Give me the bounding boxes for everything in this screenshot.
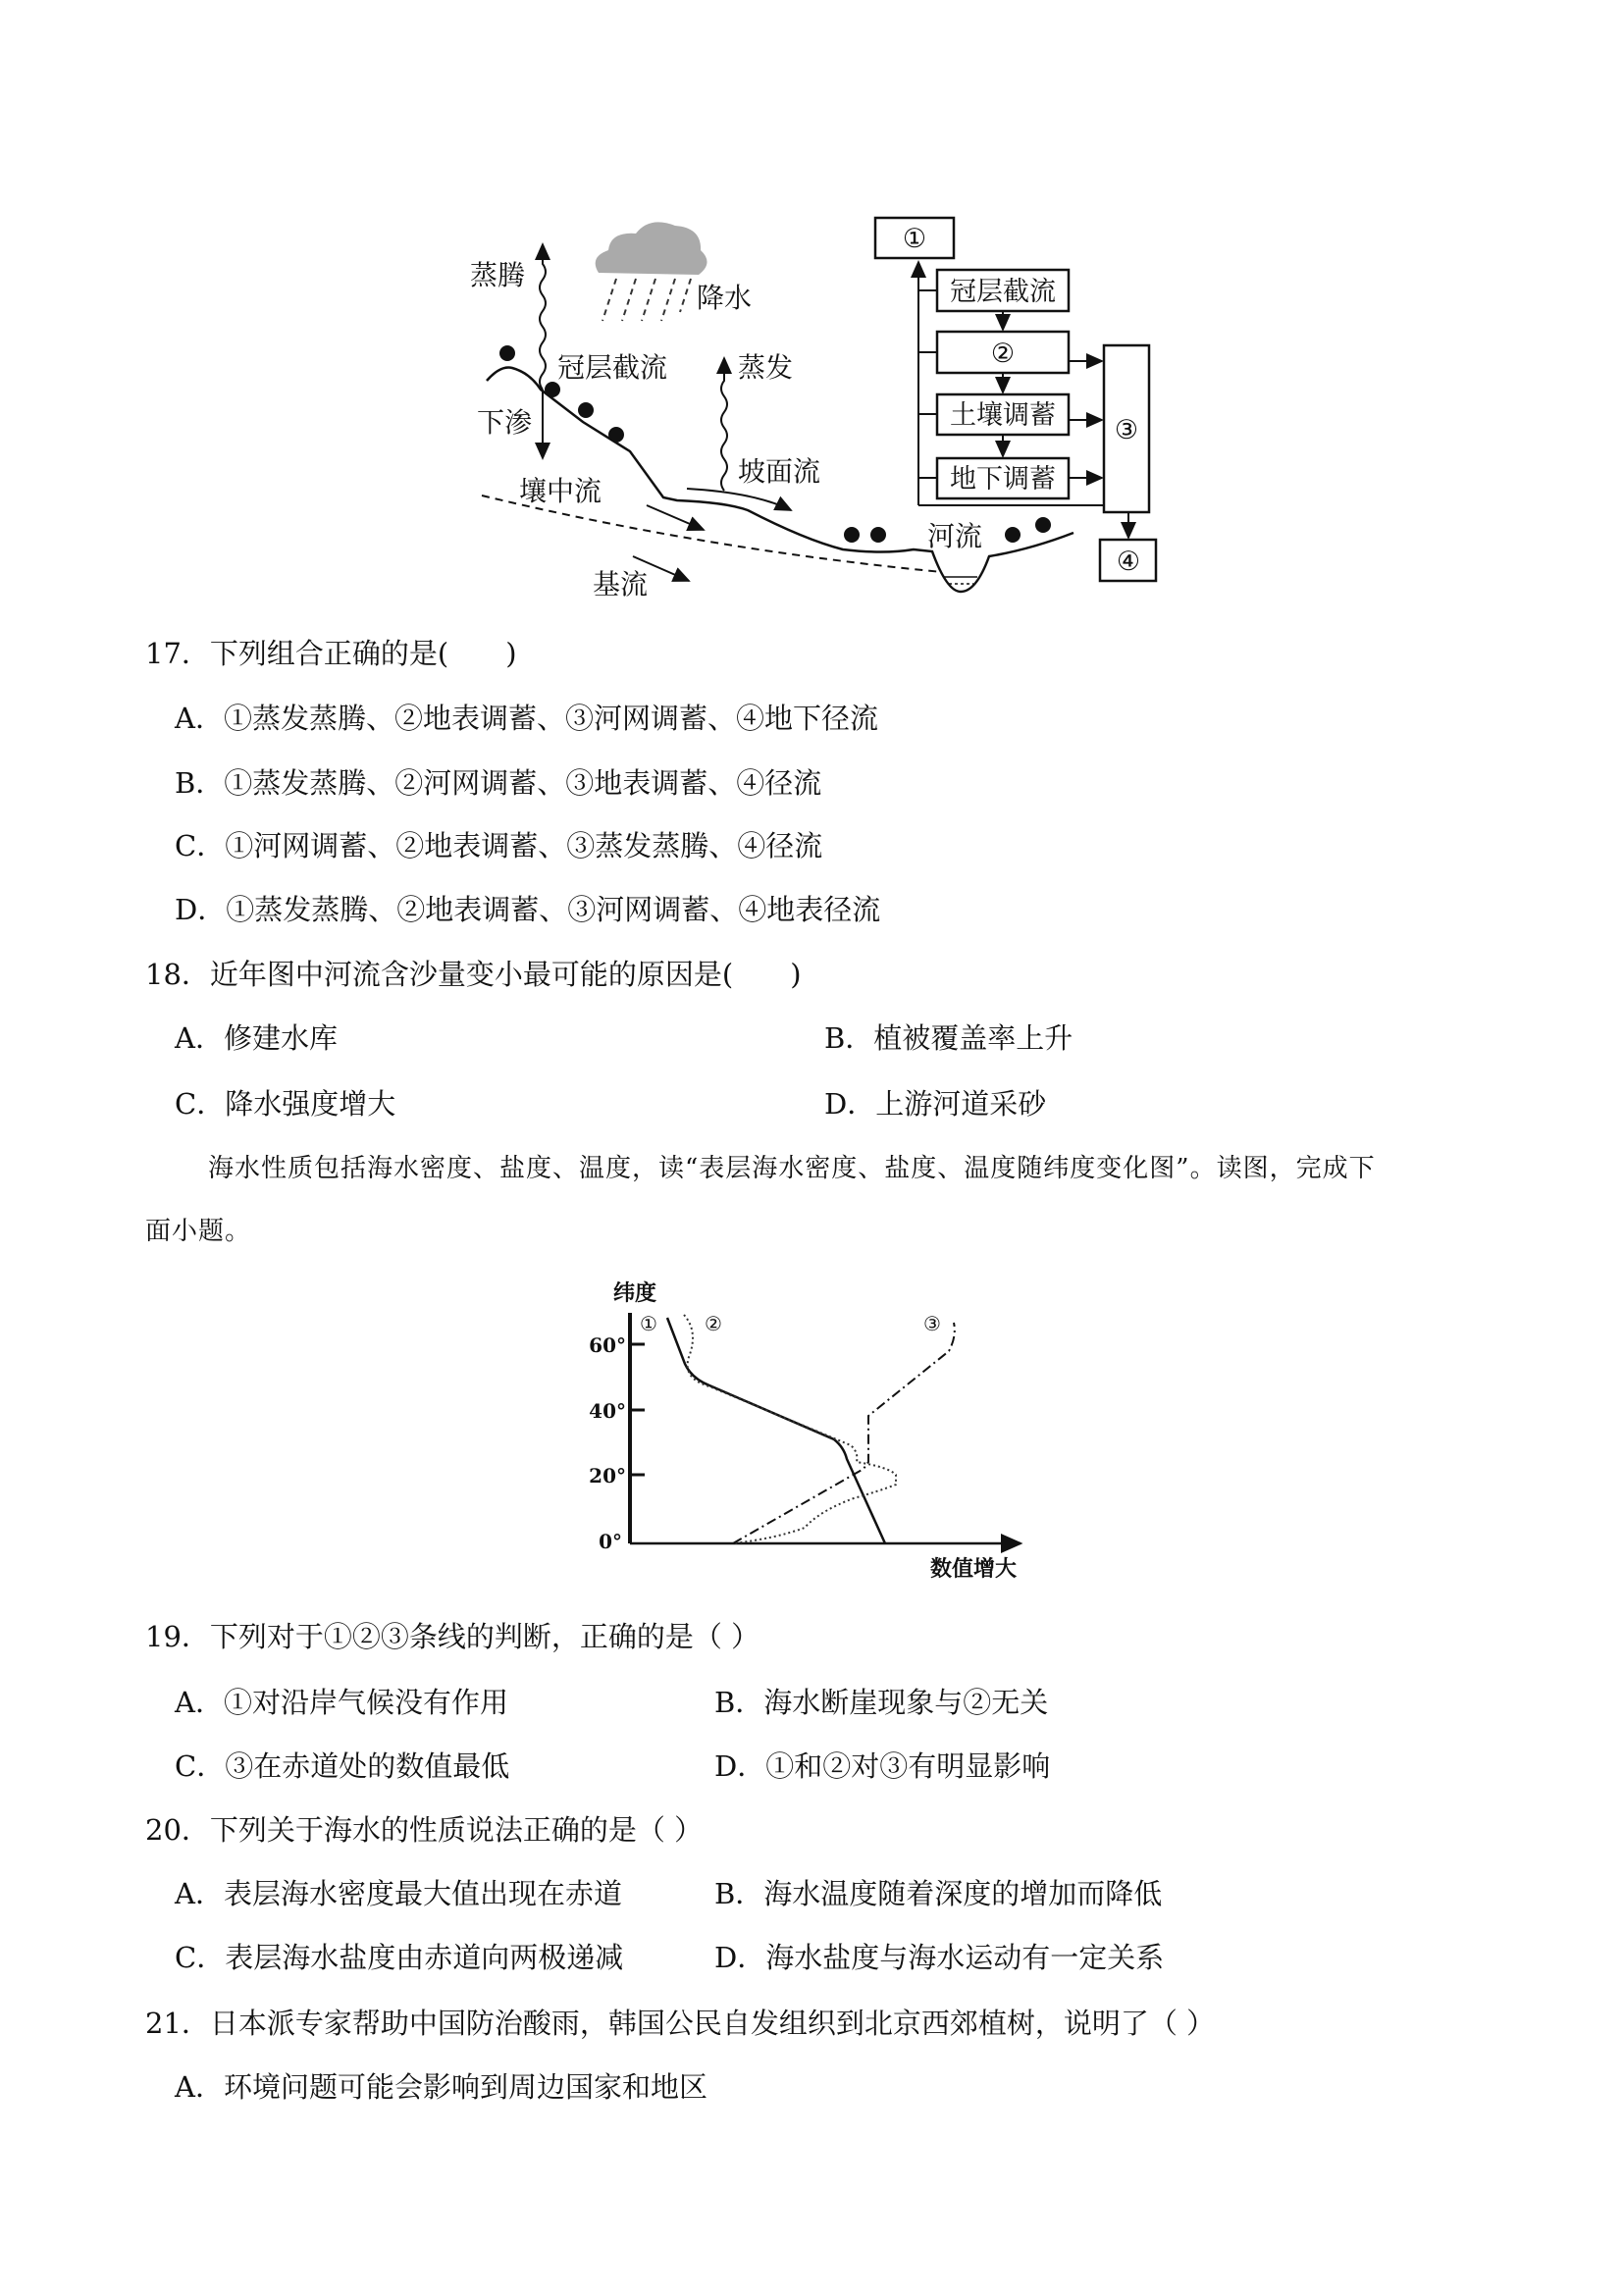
label-canopy: 冠层截流 bbox=[557, 351, 668, 384]
y-axis-label: 纬度 bbox=[613, 1280, 657, 1306]
box-2: ② bbox=[990, 339, 1016, 369]
q18-stem: 18．近年图中河流含沙量变小最可能的原因是( ) bbox=[145, 958, 802, 991]
q21-option-a: A．环境问题可能会影响到周边国家和地区 bbox=[175, 2070, 707, 2104]
q17-option-c: C．①河网调蓄、②地表调蓄、③蒸发蒸腾、④径流 bbox=[175, 829, 823, 862]
label-evaporation: 蒸发 bbox=[738, 351, 794, 384]
label-interflow: 壤中流 bbox=[519, 475, 602, 507]
label-transpiration: 蒸腾 bbox=[470, 259, 526, 291]
interflow-arrow bbox=[647, 505, 704, 530]
q20-option-a: A．表层海水密度最大值出现在赤道 bbox=[175, 1877, 622, 1910]
label-river: 河流 bbox=[927, 520, 983, 552]
q17-stem: 17．下列组合正确的是( ) bbox=[145, 637, 517, 670]
q20-option-b: B．海水温度随着深度的增加而降低 bbox=[714, 1877, 1163, 1910]
passage-line-2: 面小题。 bbox=[145, 1217, 252, 1246]
q17-option-d: D．①蒸发蒸腾、②地表调蓄、③河网调蓄、④地表径流 bbox=[175, 893, 881, 926]
label-slope-flow: 坡面流 bbox=[738, 455, 821, 488]
q20-option-d: D．海水盐度与海水运动有一定关系 bbox=[714, 1941, 1165, 1974]
series-1-line bbox=[667, 1318, 885, 1543]
series-1-label: ① bbox=[640, 1312, 657, 1335]
series-3-label: ③ bbox=[923, 1312, 941, 1335]
ytick-0: 0° bbox=[599, 1530, 622, 1553]
label-infiltration: 下渗 bbox=[477, 406, 533, 439]
q18-option-b: B．植被覆盖率上升 bbox=[824, 1021, 1073, 1055]
label-baseflow: 基流 bbox=[593, 568, 649, 600]
box-soil: 土壤调蓄 bbox=[950, 400, 1056, 431]
cloud-icon bbox=[596, 222, 707, 275]
series-2-label: ② bbox=[705, 1312, 722, 1335]
q17-option-b: B．①蒸发蒸腾、②河网调蓄、③地表调蓄、④径流 bbox=[175, 766, 822, 800]
rain-lines bbox=[602, 279, 691, 321]
q19-option-d: D．①和②对③有明显影响 bbox=[714, 1749, 1051, 1783]
box-canopy: 冠层截流 bbox=[950, 277, 1056, 307]
q18-option-a: A．修建水库 bbox=[175, 1021, 338, 1055]
ytick-60: 60° bbox=[589, 1333, 626, 1357]
series-3-line bbox=[733, 1323, 955, 1543]
evaporation-arrow bbox=[721, 358, 727, 491]
q17-option-a: A．①蒸发蒸腾、②地表调蓄、③河网调蓄、④地下径流 bbox=[175, 702, 878, 735]
q20-stem: 20．下列关于海水的性质说法正确的是（ ） bbox=[145, 1813, 704, 1847]
box-4: ④ bbox=[1116, 547, 1141, 577]
x-axis-label: 数值增大 bbox=[930, 1556, 1018, 1582]
q20-option-c: C．表层海水盐度由赤道向两极递减 bbox=[175, 1941, 624, 1974]
seawater-chart bbox=[589, 1280, 1021, 1582]
passage-line-1: 海水性质包括海水密度、盐度、温度，读“表层海水密度、盐度、温度随纬度变化图”。读图，完成下 bbox=[208, 1154, 1376, 1183]
q18-option-c: C．降水强度增大 bbox=[175, 1087, 396, 1121]
transpiration-arrow bbox=[540, 244, 546, 390]
label-precipitation: 降水 bbox=[697, 282, 753, 314]
q19-stem: 19．下列对于①②③条线的判断，正确的是（ ） bbox=[145, 1620, 760, 1653]
q19-option-b: B．海水断崖现象与②无关 bbox=[714, 1686, 1049, 1719]
ytick-20: 20° bbox=[589, 1464, 626, 1487]
q18-option-d: D．上游河道采砂 bbox=[824, 1087, 1047, 1121]
q19-option-c: C．③在赤道处的数值最低 bbox=[175, 1749, 510, 1783]
q21-stem: 21．日本派专家帮助中国防治酸雨，韩国公民自发组织到北京西郊植树，说明了（ ） bbox=[145, 2007, 1216, 2040]
box-3: ③ bbox=[1114, 415, 1139, 445]
series-2-line bbox=[684, 1315, 896, 1543]
ytick-40: 40° bbox=[589, 1399, 626, 1423]
box-ground: 地下调蓄 bbox=[950, 464, 1056, 495]
q19-option-a: A．①对沿岸气候没有作用 bbox=[175, 1686, 508, 1719]
box-1: ① bbox=[902, 224, 927, 254]
